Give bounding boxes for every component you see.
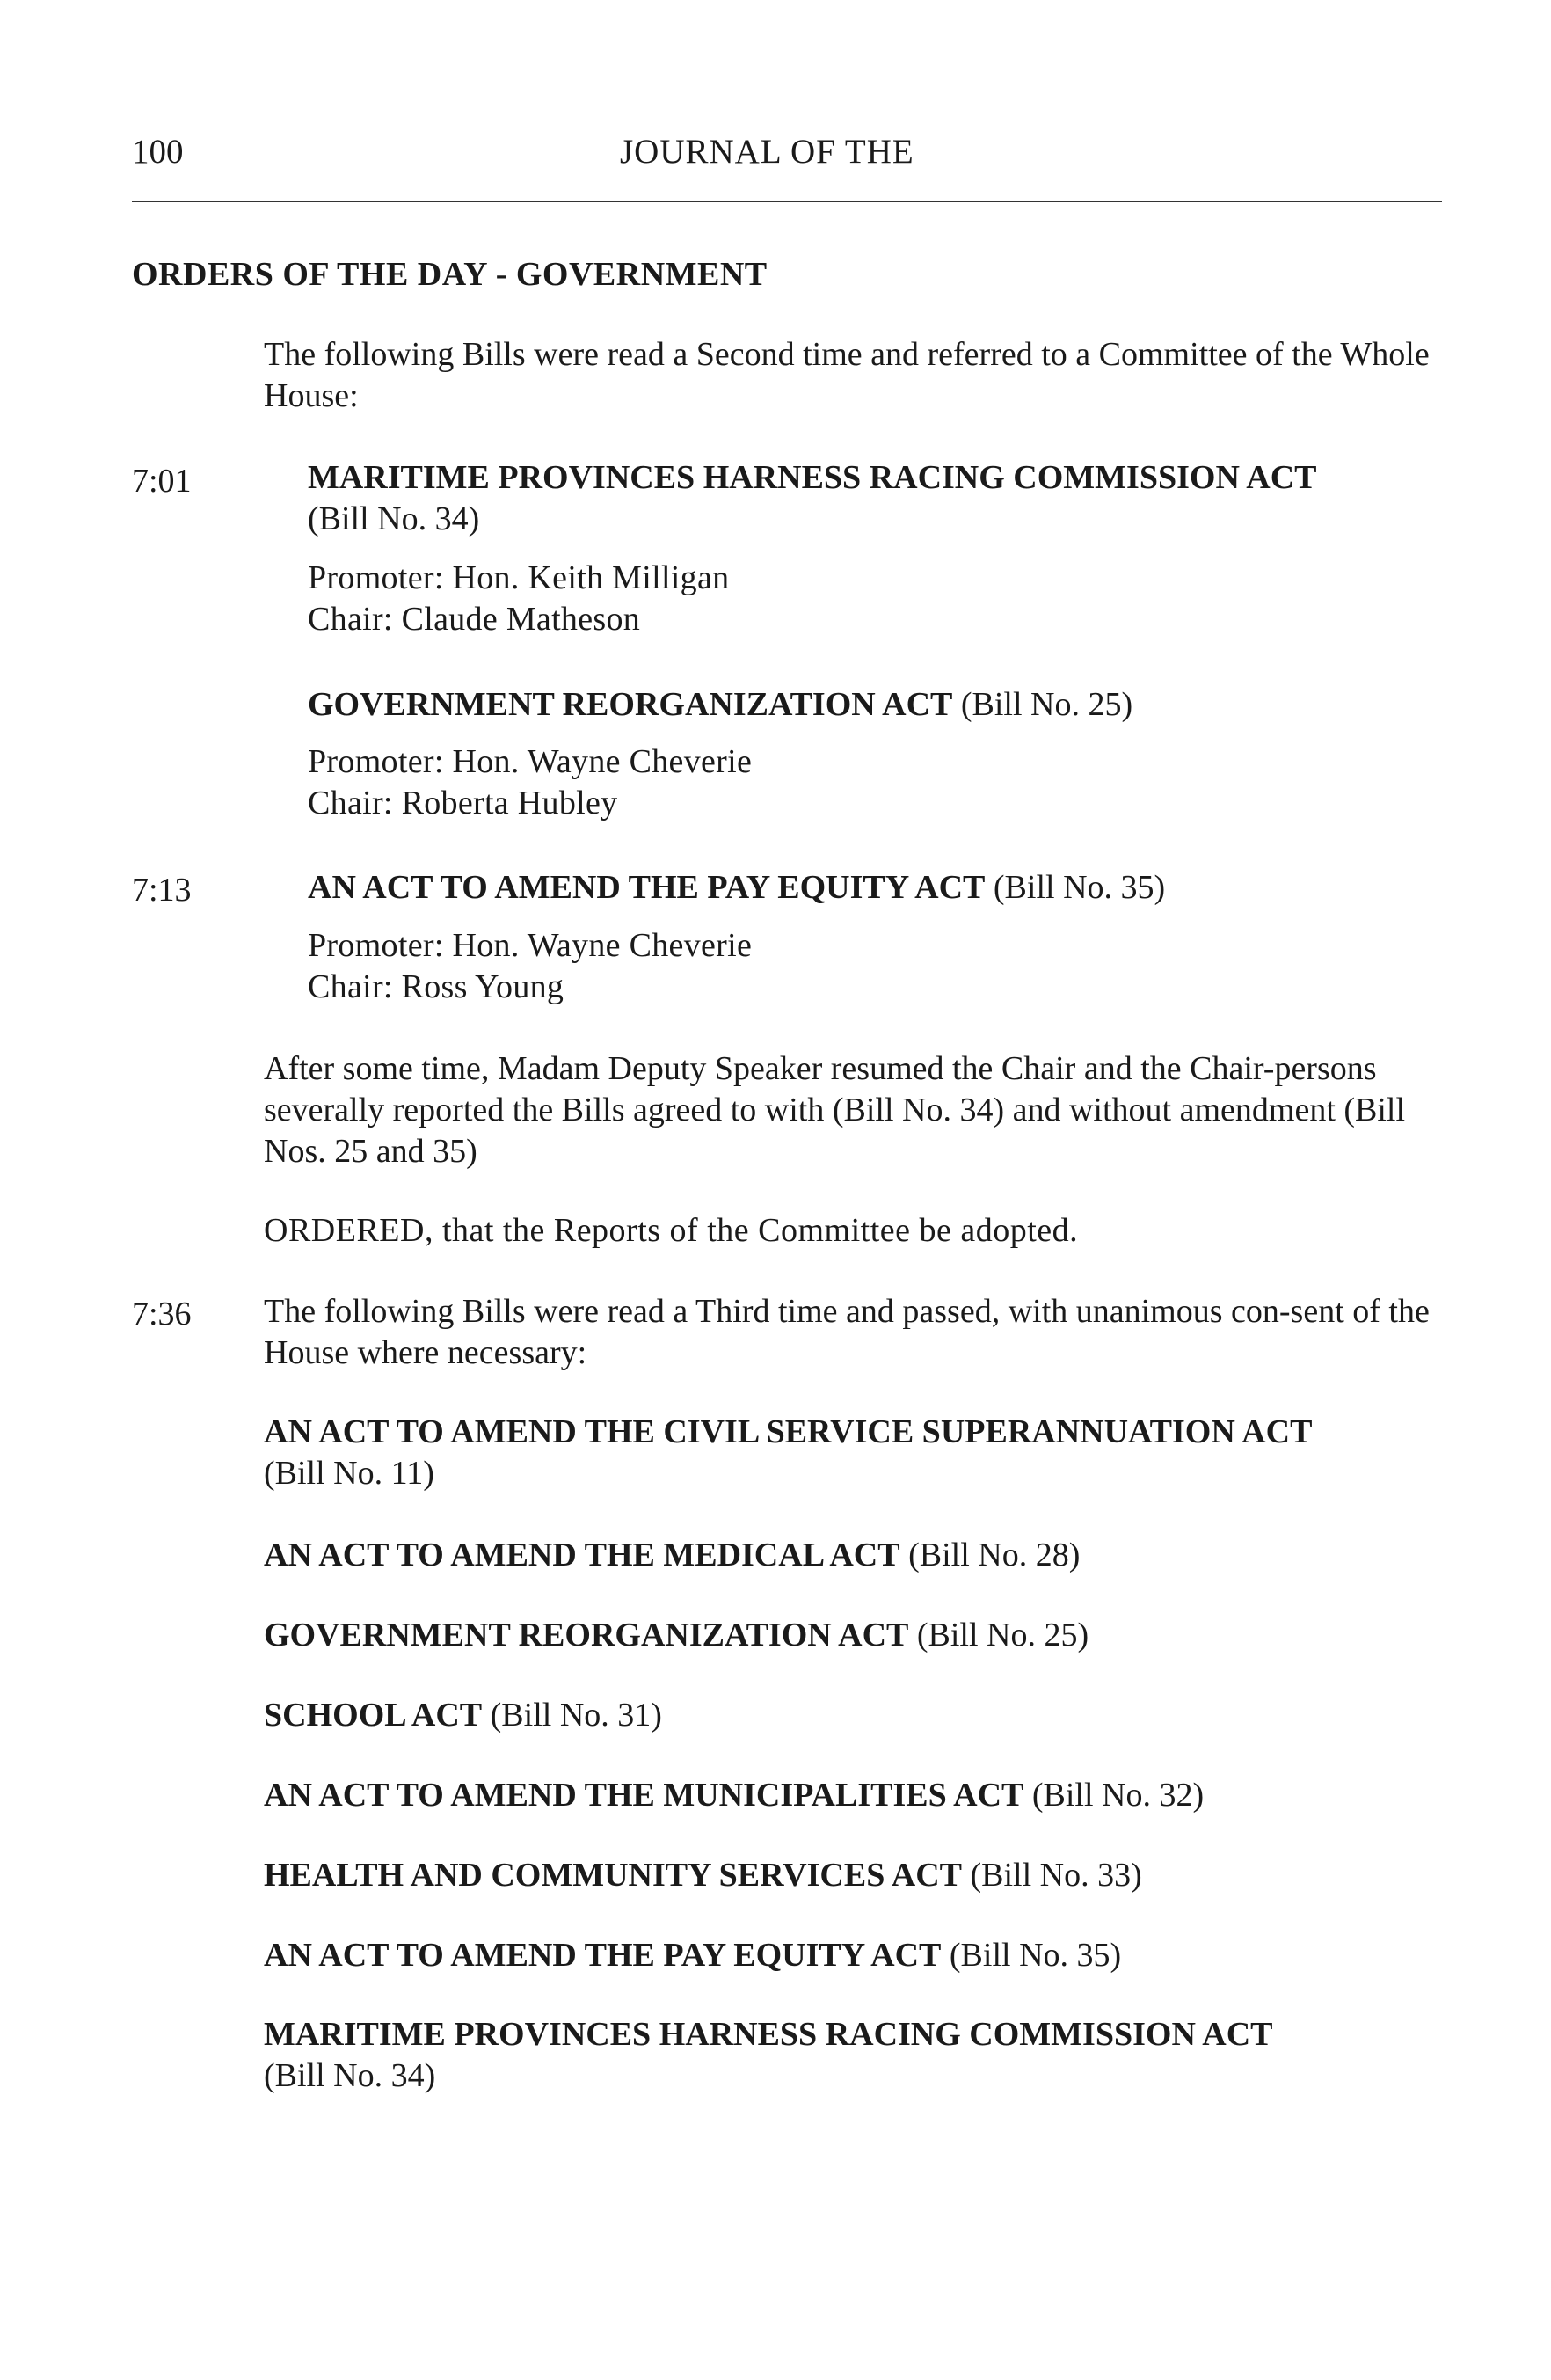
bill-title: SCHOOL ACT — [264, 1697, 483, 1734]
bill-title: AN ACT TO AMEND THE PAY EQUITY ACT — [264, 1937, 942, 1974]
bill-entry — [264, 1775, 1204, 1816]
committee-report: After some time, Madam Deputy Speaker resumed the Chair and the Chair-persons severally reported the Bills agreed to with (Bill No. 34) and without amendment (Bill Nos. 25 and 35) — [264, 1050, 1406, 1170]
bill-ref: (Bill No. 11) — [264, 1455, 434, 1492]
bill-title: MARITIME PROVINCES HARNESS RACING COMMISSION ACT — [308, 459, 1317, 496]
bill-ref: (Bill No. 35) — [993, 869, 1166, 906]
bill-title: MARITIME PROVINCES HARNESS RACING COMMISSION ACT — [264, 2016, 1273, 2053]
bill-entry — [264, 2014, 1273, 2097]
bill-ref: (Bill No. 25) — [916, 1617, 1089, 1654]
bill-ref: (Bill No. 31) — [490, 1697, 662, 1734]
chair: Chair: Ross Young — [308, 968, 564, 1005]
time-stamp: 7:01 — [132, 463, 192, 500]
chair: Chair: Claude Matheson — [308, 601, 641, 638]
bill-entry — [308, 867, 1165, 909]
bill-entry — [264, 1535, 1080, 1576]
page-number: 100 — [132, 133, 184, 171]
bill-entry — [264, 1615, 1089, 1656]
bill-entry — [308, 684, 1132, 726]
ordered-text: ORDERED, that the Reports of the Committee be adopted. — [264, 1212, 1079, 1249]
chair: Chair: Roberta Hubley — [308, 785, 618, 821]
time-stamp: 7:36 — [132, 1296, 192, 1332]
bill-title: AN ACT TO AMEND THE MEDICAL ACT — [264, 1537, 900, 1573]
section-title: ORDERS OF THE DAY - GOVERNMENT — [132, 256, 768, 293]
header-rule — [132, 201, 1442, 202]
bill-ref: (Bill No. 28) — [908, 1537, 1081, 1573]
third-reading-intro: The following Bills were read a Third time and passed, with unanimous con-sent of the House where necessary: — [264, 1293, 1430, 1371]
bill-entry — [264, 1935, 1121, 1976]
promoter: Promoter: Hon. Keith Milligan — [308, 559, 730, 596]
bill-title: AN ACT TO AMEND THE MUNICIPALITIES ACT — [264, 1777, 1024, 1814]
bill-ref: (Bill No. 33) — [970, 1857, 1142, 1894]
bill-entry — [264, 1855, 1142, 1896]
bill-title: HEALTH AND COMMUNITY SERVICES ACT — [264, 1857, 962, 1894]
bill-entry — [264, 1695, 662, 1736]
promoter: Promoter: Hon. Wayne Cheverie — [308, 743, 753, 780]
promoter: Promoter: Hon. Wayne Cheverie — [308, 927, 753, 964]
bill-title: AN ACT TO AMEND THE CIVIL SERVICE SUPERANNUATION ACT — [264, 1413, 1313, 1450]
bill-ref: (Bill No. 34) — [308, 500, 480, 537]
time-stamp: 7:13 — [132, 872, 192, 909]
bill-title: AN ACT TO AMEND THE PAY EQUITY ACT — [308, 869, 986, 906]
bill-entry — [264, 1412, 1312, 1494]
bill-ref: (Bill No. 32) — [1031, 1777, 1205, 1814]
running-title: JOURNAL OF THE — [620, 133, 914, 171]
bill-entry — [308, 457, 1317, 540]
bill-ref: (Bill No. 25) — [960, 686, 1133, 723]
second-reading-intro: The following Bills were read a Second time and referred to a Committee of the Whole House: — [264, 336, 1430, 414]
bill-ref: (Bill No. 35) — [949, 1937, 1122, 1974]
bill-title: GOVERNMENT REORGANIZATION ACT — [264, 1617, 909, 1654]
bill-ref: (Bill No. 34) — [264, 2057, 436, 2094]
bill-title: GOVERNMENT REORGANIZATION ACT — [308, 686, 953, 723]
